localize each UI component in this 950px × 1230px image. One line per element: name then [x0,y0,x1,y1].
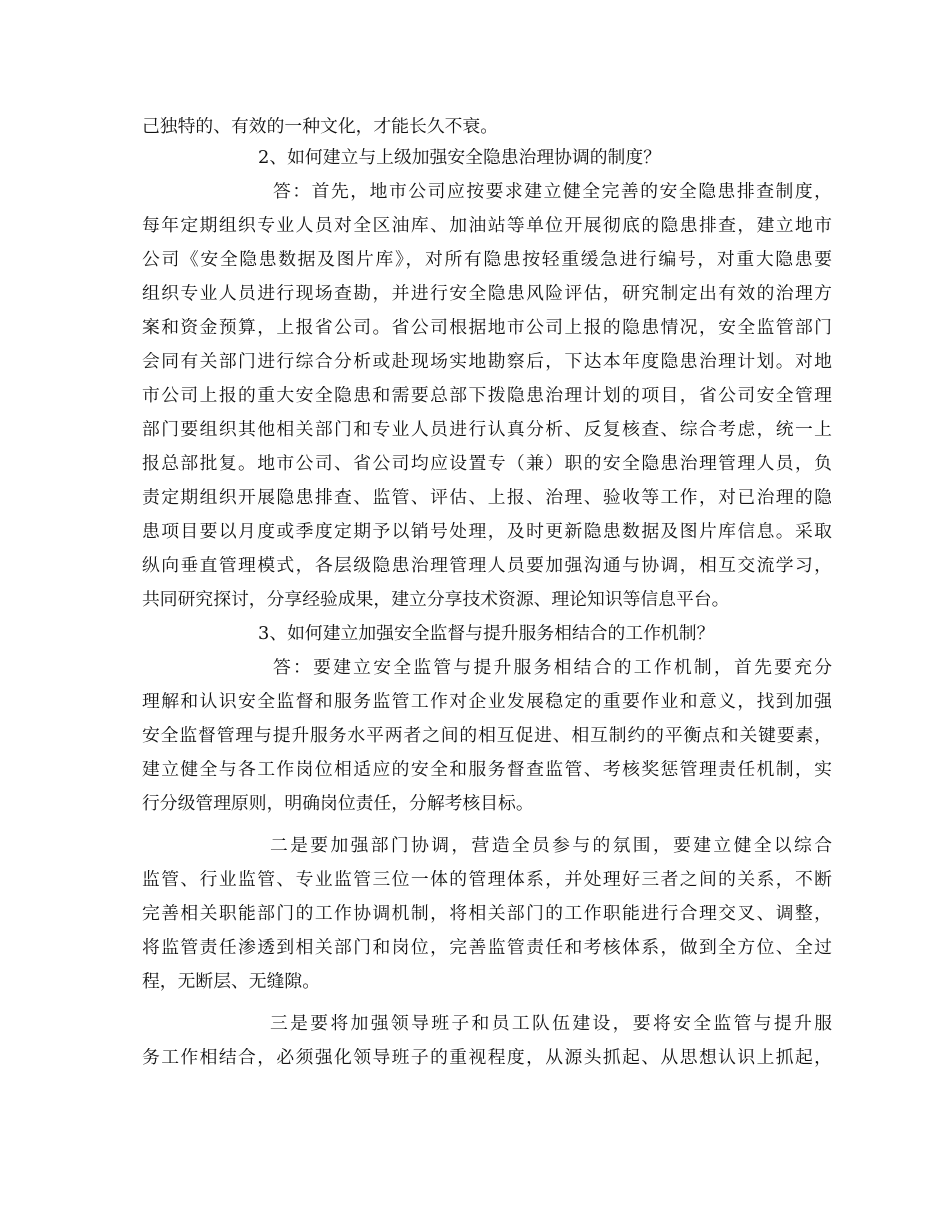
text-line: 纵向垂直管理模式，各层级隐患治理管理人员要加强沟通与协调，相互交流学习， [142,556,832,576]
text-line: 完善相关职能部门的工作协调机制，将相关部门的工作职能进行合理交叉、调整， [142,904,832,924]
text-line: 部门要组织其他相关部门和专业人员进行认真分析、反复核查、综合考虑，统一上 [142,420,832,440]
text-line: 市公司上报的重大安全隐患和需要总部下拨隐患治理计划的项目，省公司安全管理 [142,386,832,406]
paragraph-first-line: 二是要加强部门协调，营造全员参与的氛围，要建立健全以综合 [270,836,832,856]
text-line: 务工作相结合，必须强化领导班子的重视程度，从源头抓起、从思想认识上抓起， [142,1048,832,1068]
text-line: 理解和认识安全监督和服务监管工作对企业发展稳定的重要作业和意义，找到加强 [142,692,832,712]
text-line: 患项目要以月度或季度定期予以销号处理，及时更新隐患数据及图片库信息。采取 [142,522,832,542]
text-line: 案和资金预算，上报省公司。省公司根据地市公司上报的隐患情况，安全监管部门 [142,318,832,338]
text-line: 责定期组织开展隐患排查、监管、评估、上报、治理、验收等工作，对已治理的隐 [142,488,832,508]
text-line: 行分级管理原则，明确岗位责任，分解考核目标。 [142,794,534,814]
text-line: 程，无断层、无缝隙。 [142,972,321,992]
text-line: 共同研究探讨，分享经验成果，建立分享技术资源、理论知识等信息平台。 [142,590,730,610]
section-heading: 3、如何建立加强安全监督与提升服务相结合的工作机制？ [258,624,715,644]
text-line: 安全监督管理与提升服务水平两者之间的相互促进、相互制约的平衡点和关键要素， [142,726,832,746]
text-line: 会同有关部门进行综合分析或赴现场实地勘察后，下达本年度隐患治理计划。对地 [142,352,832,372]
text-line: 建立健全与各工作岗位相适应的安全和服务督查监管、考核奖惩管理责任机制，实 [142,760,832,780]
text-line: 监管、行业监管、专业监管三位一体的管理体系，并处理好三者之间的关系，不断 [142,870,832,890]
section-heading: 2、如何建立与上级加强安全隐患治理协调的制度？ [258,148,661,168]
answer-first-line: 答：首先，地市公司应按要求建立健全完善的安全隐患排查制度， [273,182,832,202]
paragraph-first-line: 三是要将加强领导班子和员工队伍建设，要将安全监管与提升服 [270,1014,832,1034]
text-line: 己独特的、有效的一种文化，才能长久不衰。 [142,117,499,137]
text-line: 将监管责任渗透到相关部门和岗位，完善监管责任和考核体系，做到全方位、全过 [142,938,832,958]
answer-first-line: 答：要建立安全监管与提升服务相结合的工作机制，首先要充分 [273,658,832,678]
text-line: 公司《安全隐患数据及图片库》，对所有隐患按轻重缓急进行编号，对重大隐患要 [142,250,832,270]
text-line: 每年定期组织专业人员对全区油库、加油站等单位开展彻底的隐患排查，建立地市 [142,216,832,236]
text-line: 组织专业人员进行现场查勘，并进行安全隐患风险评估，研究制定出有效的治理方 [142,284,832,304]
text-line: 报总部批复。地市公司、省公司均应设置专（兼）职的安全隐患治理管理人员，负 [142,454,832,474]
